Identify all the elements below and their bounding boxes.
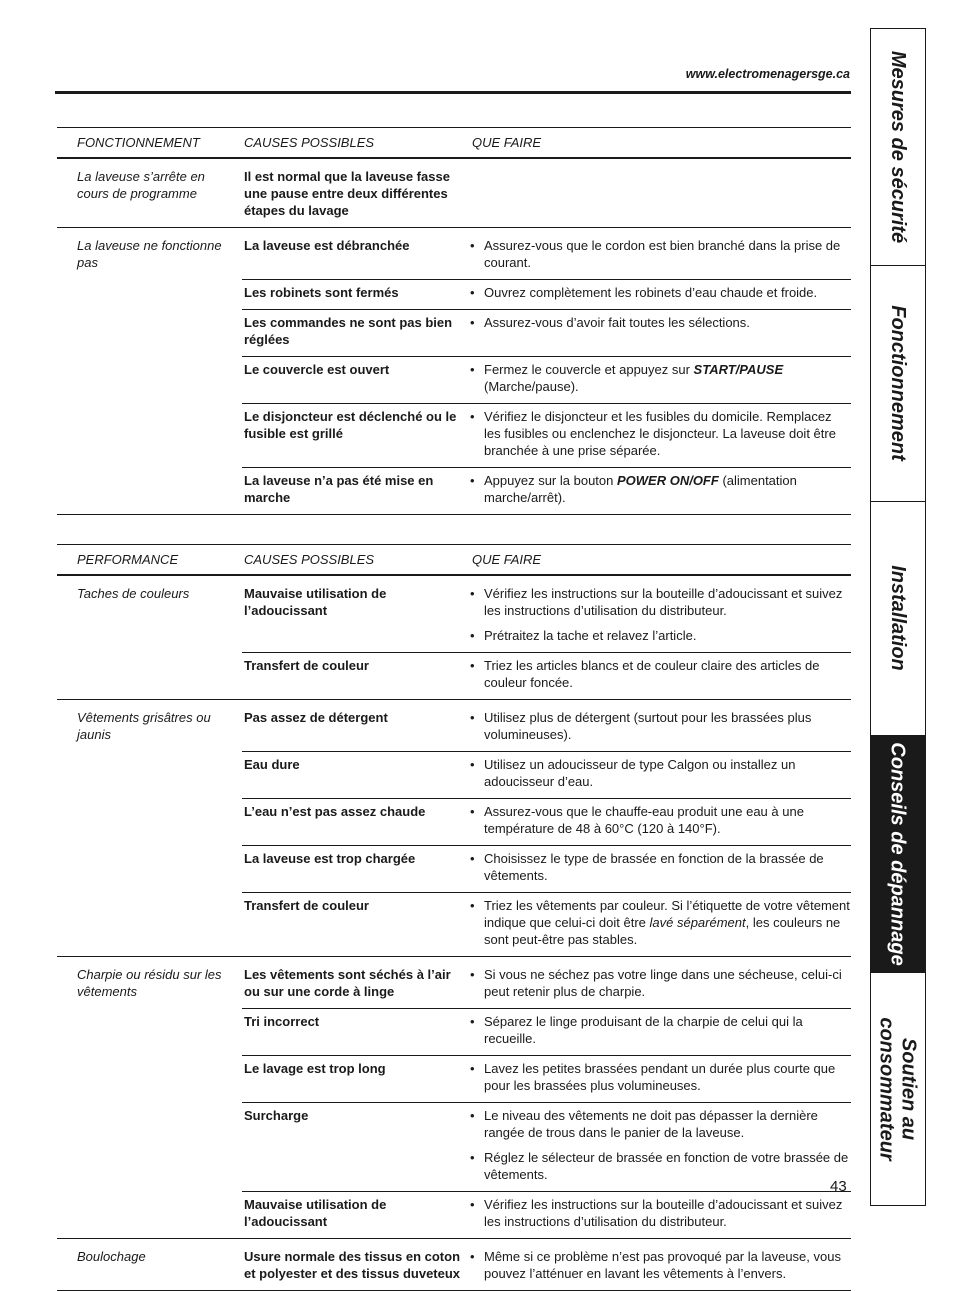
table-row xyxy=(242,653,851,699)
table-spacer xyxy=(57,515,851,544)
fix-item xyxy=(470,709,851,743)
table-row xyxy=(242,700,851,752)
header-fix: QUE FAIRE xyxy=(472,135,542,150)
cause-text: La laveuse est trop chargée xyxy=(244,851,416,866)
table-row xyxy=(242,357,851,404)
bullet-icon: • xyxy=(470,362,475,377)
header-rule xyxy=(55,91,851,94)
cause-rows xyxy=(242,228,851,514)
fix-item xyxy=(470,284,851,301)
fix-text: Lavez les petites brassées pendant un durée plus courte que pour les brassées plus volumineuses. xyxy=(484,1061,836,1093)
tab-soutien-au-consommateur[interactable]: Soutien au consommateur xyxy=(876,1016,921,1161)
fix-list xyxy=(470,752,851,798)
problem-group xyxy=(57,228,851,515)
fix-item xyxy=(470,314,851,331)
cause-text: Les robinets sont fermés xyxy=(244,285,399,300)
cause-rows xyxy=(242,1239,851,1290)
table-row xyxy=(242,893,851,956)
cause-text: Les commandes ne sont pas bien réglées xyxy=(244,315,453,347)
fix-item xyxy=(470,756,851,790)
fix-text: Ouvrez complètement les robinets d’eau chaude et froide. xyxy=(484,285,818,300)
fix-text: Assurez-vous d’avoir fait toutes les sélections. xyxy=(484,315,750,330)
problem-label: Taches de couleurs xyxy=(77,586,190,601)
fix-text: Même si ce problème n’est pas provoqué par la laveuse, vous pouvez l’atténuer en lavant les vêtements à l’envers. xyxy=(484,1249,841,1281)
problem-group xyxy=(57,957,851,1239)
table-row xyxy=(242,404,851,468)
fix-item xyxy=(470,627,851,644)
bullet-icon: • xyxy=(470,804,475,819)
fix-text: Utilisez un adoucisseur de type Calgon ou installez un adoucisseur d’eau. xyxy=(484,757,796,789)
cause-rows xyxy=(242,576,851,699)
bullet-icon: • xyxy=(470,898,475,913)
table-row xyxy=(242,846,851,893)
cause-text: Le couvercle est ouvert xyxy=(244,362,390,377)
fix-list xyxy=(470,280,851,309)
table-row xyxy=(242,1239,851,1290)
table-row xyxy=(242,752,851,799)
fix-list xyxy=(470,1056,851,1102)
fix-list xyxy=(470,159,851,227)
bullet-icon: • xyxy=(470,1249,475,1264)
problem-group xyxy=(57,159,851,228)
fix-text: Assurez-vous que le cordon est bien branché dans la prise de courant. xyxy=(484,238,841,270)
cause-text: La laveuse est débranchée xyxy=(244,238,410,253)
table-row xyxy=(242,159,851,227)
fix-item xyxy=(470,585,851,619)
troubleshooting-content xyxy=(57,127,851,1291)
cause-text: Le lavage est trop long xyxy=(244,1061,386,1076)
cause-text: L’eau n’est pas assez chaude xyxy=(244,804,426,819)
cause-text: Les vêtements sont séchés à l’air ou sur une corde à linge xyxy=(244,967,451,999)
cause-text: Transfert de couleur xyxy=(244,898,369,913)
bullet-icon: • xyxy=(470,1061,475,1076)
cause-text: Surcharge xyxy=(244,1108,309,1123)
fix-item xyxy=(470,803,851,837)
table-row xyxy=(242,468,851,514)
problem-label: Charpie ou résidu sur les vêtements xyxy=(77,967,222,999)
header-fix: QUE FAIRE xyxy=(472,552,542,567)
tab-conseils-de-depannage[interactable]: Conseils de dépannage xyxy=(871,735,925,973)
bullet-icon: • xyxy=(470,1108,475,1123)
header-problem: PERFORMANCE xyxy=(77,552,179,567)
fix-item xyxy=(470,237,851,271)
fix-list xyxy=(470,893,851,956)
problem-label: La laveuse ne fonctionne pas xyxy=(77,238,222,270)
table-row xyxy=(242,799,851,846)
fix-item xyxy=(470,1248,851,1282)
cause-rows xyxy=(242,700,851,956)
fix-text: Réglez le sélecteur de brassée en fonction de votre brassée de vêtements. xyxy=(484,1150,849,1182)
fix-list xyxy=(470,653,851,699)
header-problem: FONCTIONNEMENT xyxy=(77,135,200,150)
fix-list xyxy=(470,1192,851,1238)
fix-item xyxy=(470,1060,851,1094)
problem-label: Boulochage xyxy=(77,1249,146,1264)
bullet-icon: • xyxy=(470,628,475,643)
fix-text: Triez les articles blancs et de couleur claire des articles de couleur foncée. xyxy=(484,658,820,690)
fix-item xyxy=(470,1107,851,1141)
bullet-icon: • xyxy=(470,315,475,330)
table-row xyxy=(242,280,851,310)
fix-text: Utilisez plus de détergent (surtout pour les brassées plus volumineuses). xyxy=(484,710,812,742)
problem-group xyxy=(57,700,851,957)
fix-text: Appuyez sur la bouton POWER ON/OFF (alimentation marche/arrêt). xyxy=(484,473,797,505)
table-row xyxy=(242,310,851,357)
fix-item xyxy=(470,408,851,459)
bullet-icon: • xyxy=(470,757,475,772)
header-causes: CAUSES POSSIBLES xyxy=(244,552,375,567)
table-row xyxy=(242,957,851,1009)
cause-rows xyxy=(242,957,851,1238)
table1-header xyxy=(57,127,851,159)
fix-text: Vérifiez les instructions sur la bouteille d’adoucissant et suivez les instructions d’utilisation du distributeur. xyxy=(484,1197,843,1229)
fix-list xyxy=(470,700,851,751)
bullet-icon: • xyxy=(470,473,475,488)
fix-text: Le niveau des vêtements ne doit pas dépasser la dernière rangée de trous dans le panier de la laveuse. xyxy=(484,1108,818,1140)
cause-text: Pas assez de détergent xyxy=(244,710,388,725)
fix-list xyxy=(470,468,851,514)
website-url: www.electromenagersge.ca xyxy=(685,67,850,81)
table-row xyxy=(242,576,851,653)
fix-text: Prétraitez la tache et relavez l’article. xyxy=(484,628,697,643)
fix-list xyxy=(470,357,851,403)
fix-text: Fermez le couvercle et appuyez sur START/PAUSE (Marche/pause). xyxy=(484,362,784,394)
fix-list xyxy=(470,1239,851,1290)
cause-text: Il est normal que la laveuse fasse une pause entre deux différentes étapes du lavage xyxy=(244,169,450,218)
fix-list xyxy=(470,1009,851,1055)
bullet-icon: • xyxy=(470,238,475,253)
bullet-icon: • xyxy=(470,586,475,601)
fix-list xyxy=(470,799,851,845)
fix-text: Triez les vêtements par couleur. Si l’étiquette de votre vêtement indique que celui-ci doit être lavé séparément, les couleurs ne sont peut-être pas stables. xyxy=(484,898,850,947)
fix-item xyxy=(470,1013,851,1047)
tab-fonctionnement[interactable]: Fonctionnement xyxy=(871,265,925,502)
fix-item xyxy=(470,472,851,506)
bullet-icon: • xyxy=(470,851,475,866)
table-row xyxy=(242,1009,851,1056)
cause-text: La laveuse n’a pas été mise en marche xyxy=(244,473,434,505)
problem-group xyxy=(57,1239,851,1291)
bullet-icon: • xyxy=(470,1014,475,1029)
fix-list xyxy=(470,846,851,892)
table-row xyxy=(242,1192,851,1238)
problem-label: Vêtements grisâtres ou jaunis xyxy=(77,710,211,742)
fix-item xyxy=(470,850,851,884)
fix-item xyxy=(470,897,851,948)
fix-item xyxy=(470,966,851,1000)
bullet-icon: • xyxy=(470,967,475,982)
section-sidebar xyxy=(870,28,926,1206)
cause-text: Tri incorrect xyxy=(244,1014,320,1029)
fix-item xyxy=(470,1149,851,1183)
fix-item xyxy=(470,361,851,395)
table-row xyxy=(242,1056,851,1103)
tab-mesures-de-securite[interactable]: Mesures de sécurité xyxy=(871,29,925,266)
bullet-icon: • xyxy=(470,1197,475,1212)
bullet-icon: • xyxy=(470,285,475,300)
fix-list xyxy=(470,576,851,652)
cause-text: Mauvaise utilisation de l’adoucissant xyxy=(244,586,387,618)
fix-list xyxy=(470,310,851,356)
bullet-icon: • xyxy=(470,409,475,424)
fix-text: Si vous ne séchez pas votre linge dans une sécheuse, celui-ci peut retenir plus de charpie. xyxy=(484,967,842,999)
cause-text: Eau dure xyxy=(244,757,300,772)
cause-text: Mauvaise utilisation de l’adoucissant xyxy=(244,1197,387,1229)
fix-list xyxy=(470,404,851,467)
fix-text: Assurez-vous que le chauffe-eau produit une eau à une température de 48 à 60°C (120 à 140°F). xyxy=(484,804,804,836)
problem-group xyxy=(57,576,851,700)
fix-text: Séparez le linge produisant de la charpie de celui qui la recueille. xyxy=(484,1014,803,1046)
fix-list xyxy=(470,228,851,279)
fix-text: Choisissez le type de brassée en fonction de la brassée de vêtements. xyxy=(484,851,824,883)
fix-text: Vérifiez les instructions sur la bouteille d’adoucissant et suivez les instructions d’utilisation du distributeur. xyxy=(484,586,843,618)
table-row xyxy=(242,228,851,280)
cause-text: Le disjoncteur est déclenché ou le fusible est grillé xyxy=(244,409,457,441)
cause-text: Transfert de couleur xyxy=(244,658,369,673)
cause-rows xyxy=(242,159,851,227)
fix-text: Vérifiez le disjoncteur et les fusibles du domicile. Remplacez les fusibles ou enclenchez le disjoncteur. La laveuse doit être branchée à une prise séparée. xyxy=(484,409,836,458)
header-causes: CAUSES POSSIBLES xyxy=(244,135,375,150)
table1-body xyxy=(57,159,851,515)
table-row xyxy=(242,1103,851,1192)
table2-body xyxy=(57,576,851,1291)
bullet-icon: • xyxy=(470,658,475,673)
fix-item xyxy=(470,1196,851,1230)
page-number: 43 xyxy=(830,1178,847,1195)
tab-installation[interactable]: Installation xyxy=(871,501,925,736)
bullet-icon: • xyxy=(470,710,475,725)
cause-text: Usure normale des tissus en coton et polyester et des tissus duveteux xyxy=(244,1249,461,1281)
bullet-icon: • xyxy=(470,1150,475,1165)
fix-list xyxy=(470,1103,851,1191)
fix-list xyxy=(470,957,851,1008)
table2-header xyxy=(57,544,851,576)
fix-item xyxy=(470,657,851,691)
problem-label: La laveuse s’arrête en cours de programme xyxy=(77,169,205,201)
